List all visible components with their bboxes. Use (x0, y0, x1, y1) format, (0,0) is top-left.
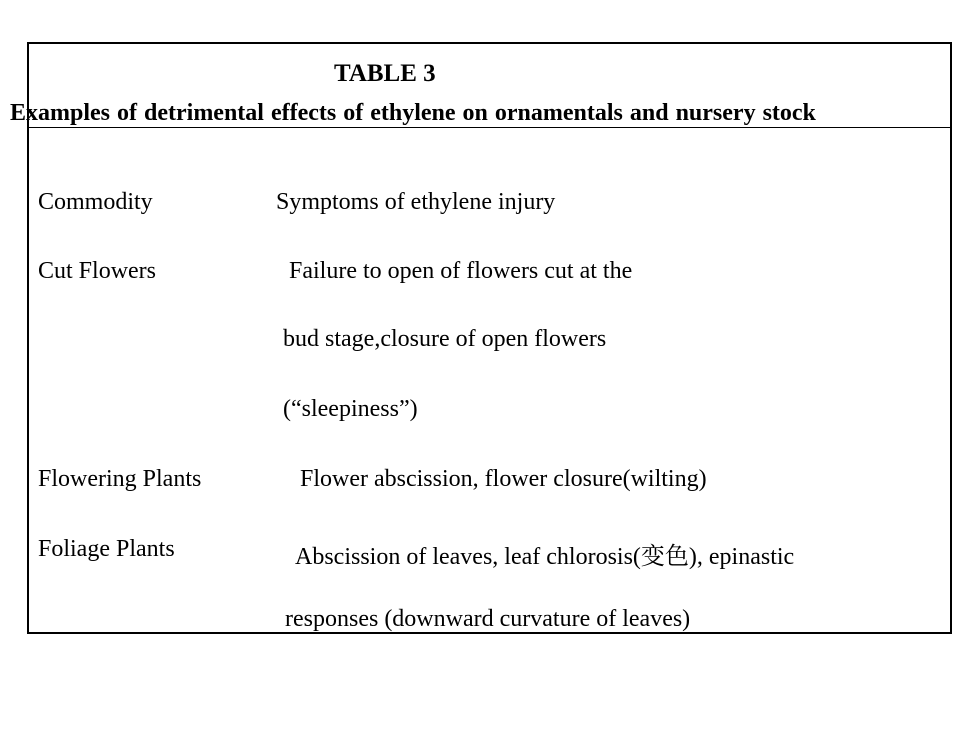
row-foliage-plants-symptom-line-1: Abscission of leaves, leaf chlorosis(变色), epinastic (295, 544, 795, 570)
row-flowering-plants-commodity: Flowering Plants (38, 466, 202, 492)
row-foliage-plants-commodity: Foliage Plants (38, 536, 175, 562)
row-cut-flowers-symptom-line-3: (“sleepiness”) (283, 396, 418, 422)
row-cut-flowers-symptom-line-2: bud stage,closure of open flowers (283, 326, 607, 352)
table-caption: Examples of detrimental effects of ethylene on ornamentals and nursery stock (10, 100, 816, 126)
row-foliage-plants-symptom-line-2: responses (downward curvature of leaves) (285, 606, 691, 632)
row-cut-flowers-symptom-line-1: Failure to open of flowers cut at the (289, 258, 633, 284)
table-title: TABLE 3 (334, 60, 436, 87)
row-cut-flowers-commodity: Cut Flowers (38, 258, 157, 284)
header-symptoms: Symptoms of ethylene injury (276, 189, 556, 215)
header-commodity: Commodity (38, 189, 153, 215)
row-flowering-plants-symptom-line-1: Flower abscission, flower closure(wilting) (300, 466, 707, 492)
